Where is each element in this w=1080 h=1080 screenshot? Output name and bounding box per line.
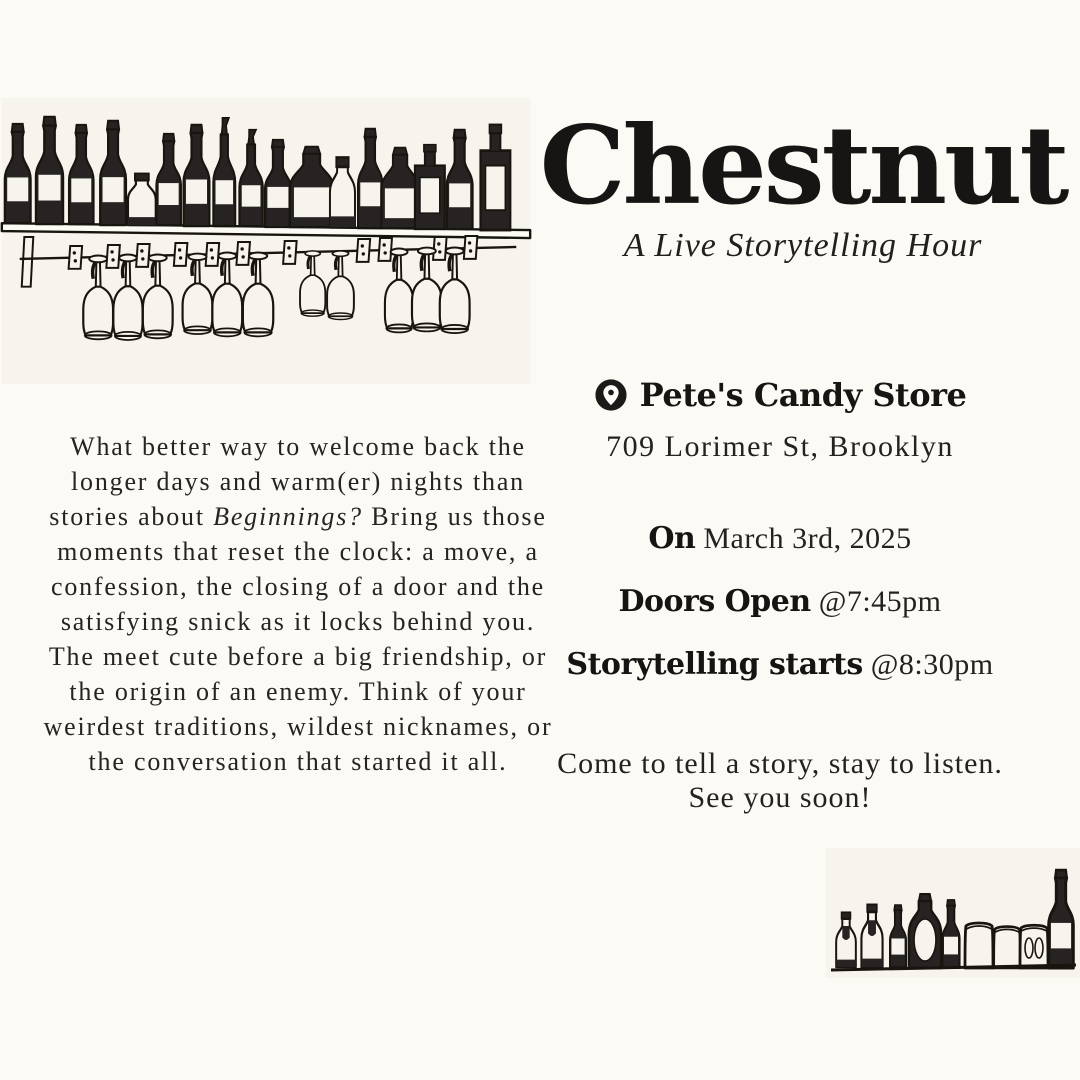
venue-line bbox=[530, 376, 1030, 414]
detail-date-label: On bbox=[648, 521, 696, 556]
detail-date-value: March 3rd, 2025 bbox=[695, 522, 912, 555]
detail-doors bbox=[530, 584, 1030, 619]
description-text-after: Bring us those moments that reset the clock: a move, a confession, the closing of a door and the satisfying snick as it locks behind you. The meet cute before a big friendship, or the origin of an enemy. Think of your weirdest traditions, wildest nicknames, or the conversation that started it all. bbox=[43, 502, 553, 776]
bottles-shelf-sketch-svg bbox=[0, 98, 532, 386]
detail-start-label: Storytelling starts bbox=[566, 647, 863, 682]
venue-block bbox=[530, 376, 1030, 464]
closing-line-2: See you soon! bbox=[688, 781, 872, 814]
venue-address: 709 Lorimer St, Brooklyn bbox=[606, 430, 954, 463]
description-text-before: What better way to welcome back the longer days and warm(er) nights than stories about bbox=[49, 432, 526, 531]
detail-date bbox=[530, 521, 1030, 556]
detail-start-value: @8:30pm bbox=[862, 648, 994, 681]
event-details bbox=[530, 521, 1030, 713]
bottles-shelf-illustration bbox=[0, 98, 532, 386]
closing-message bbox=[530, 747, 1030, 815]
bottles-row-illustration bbox=[826, 848, 1080, 978]
title-block bbox=[536, 103, 1070, 265]
detail-doors-label: Doors Open bbox=[618, 584, 811, 619]
closing-line-1: Come to tell a story, stay to listen. bbox=[557, 747, 1003, 780]
bottles-row-sketch-svg bbox=[826, 848, 1080, 978]
detail-doors-value: @7:45pm bbox=[810, 585, 942, 618]
page-subtitle: A Live Storytelling Hour bbox=[623, 227, 983, 265]
description-theme-word: Beginnings? bbox=[213, 502, 363, 531]
venue-name: Pete's Candy Store bbox=[639, 376, 967, 414]
event-description bbox=[40, 429, 556, 779]
location-pin-icon bbox=[594, 378, 628, 412]
detail-start bbox=[530, 647, 1030, 682]
page-title: Chestnut bbox=[539, 103, 1067, 229]
